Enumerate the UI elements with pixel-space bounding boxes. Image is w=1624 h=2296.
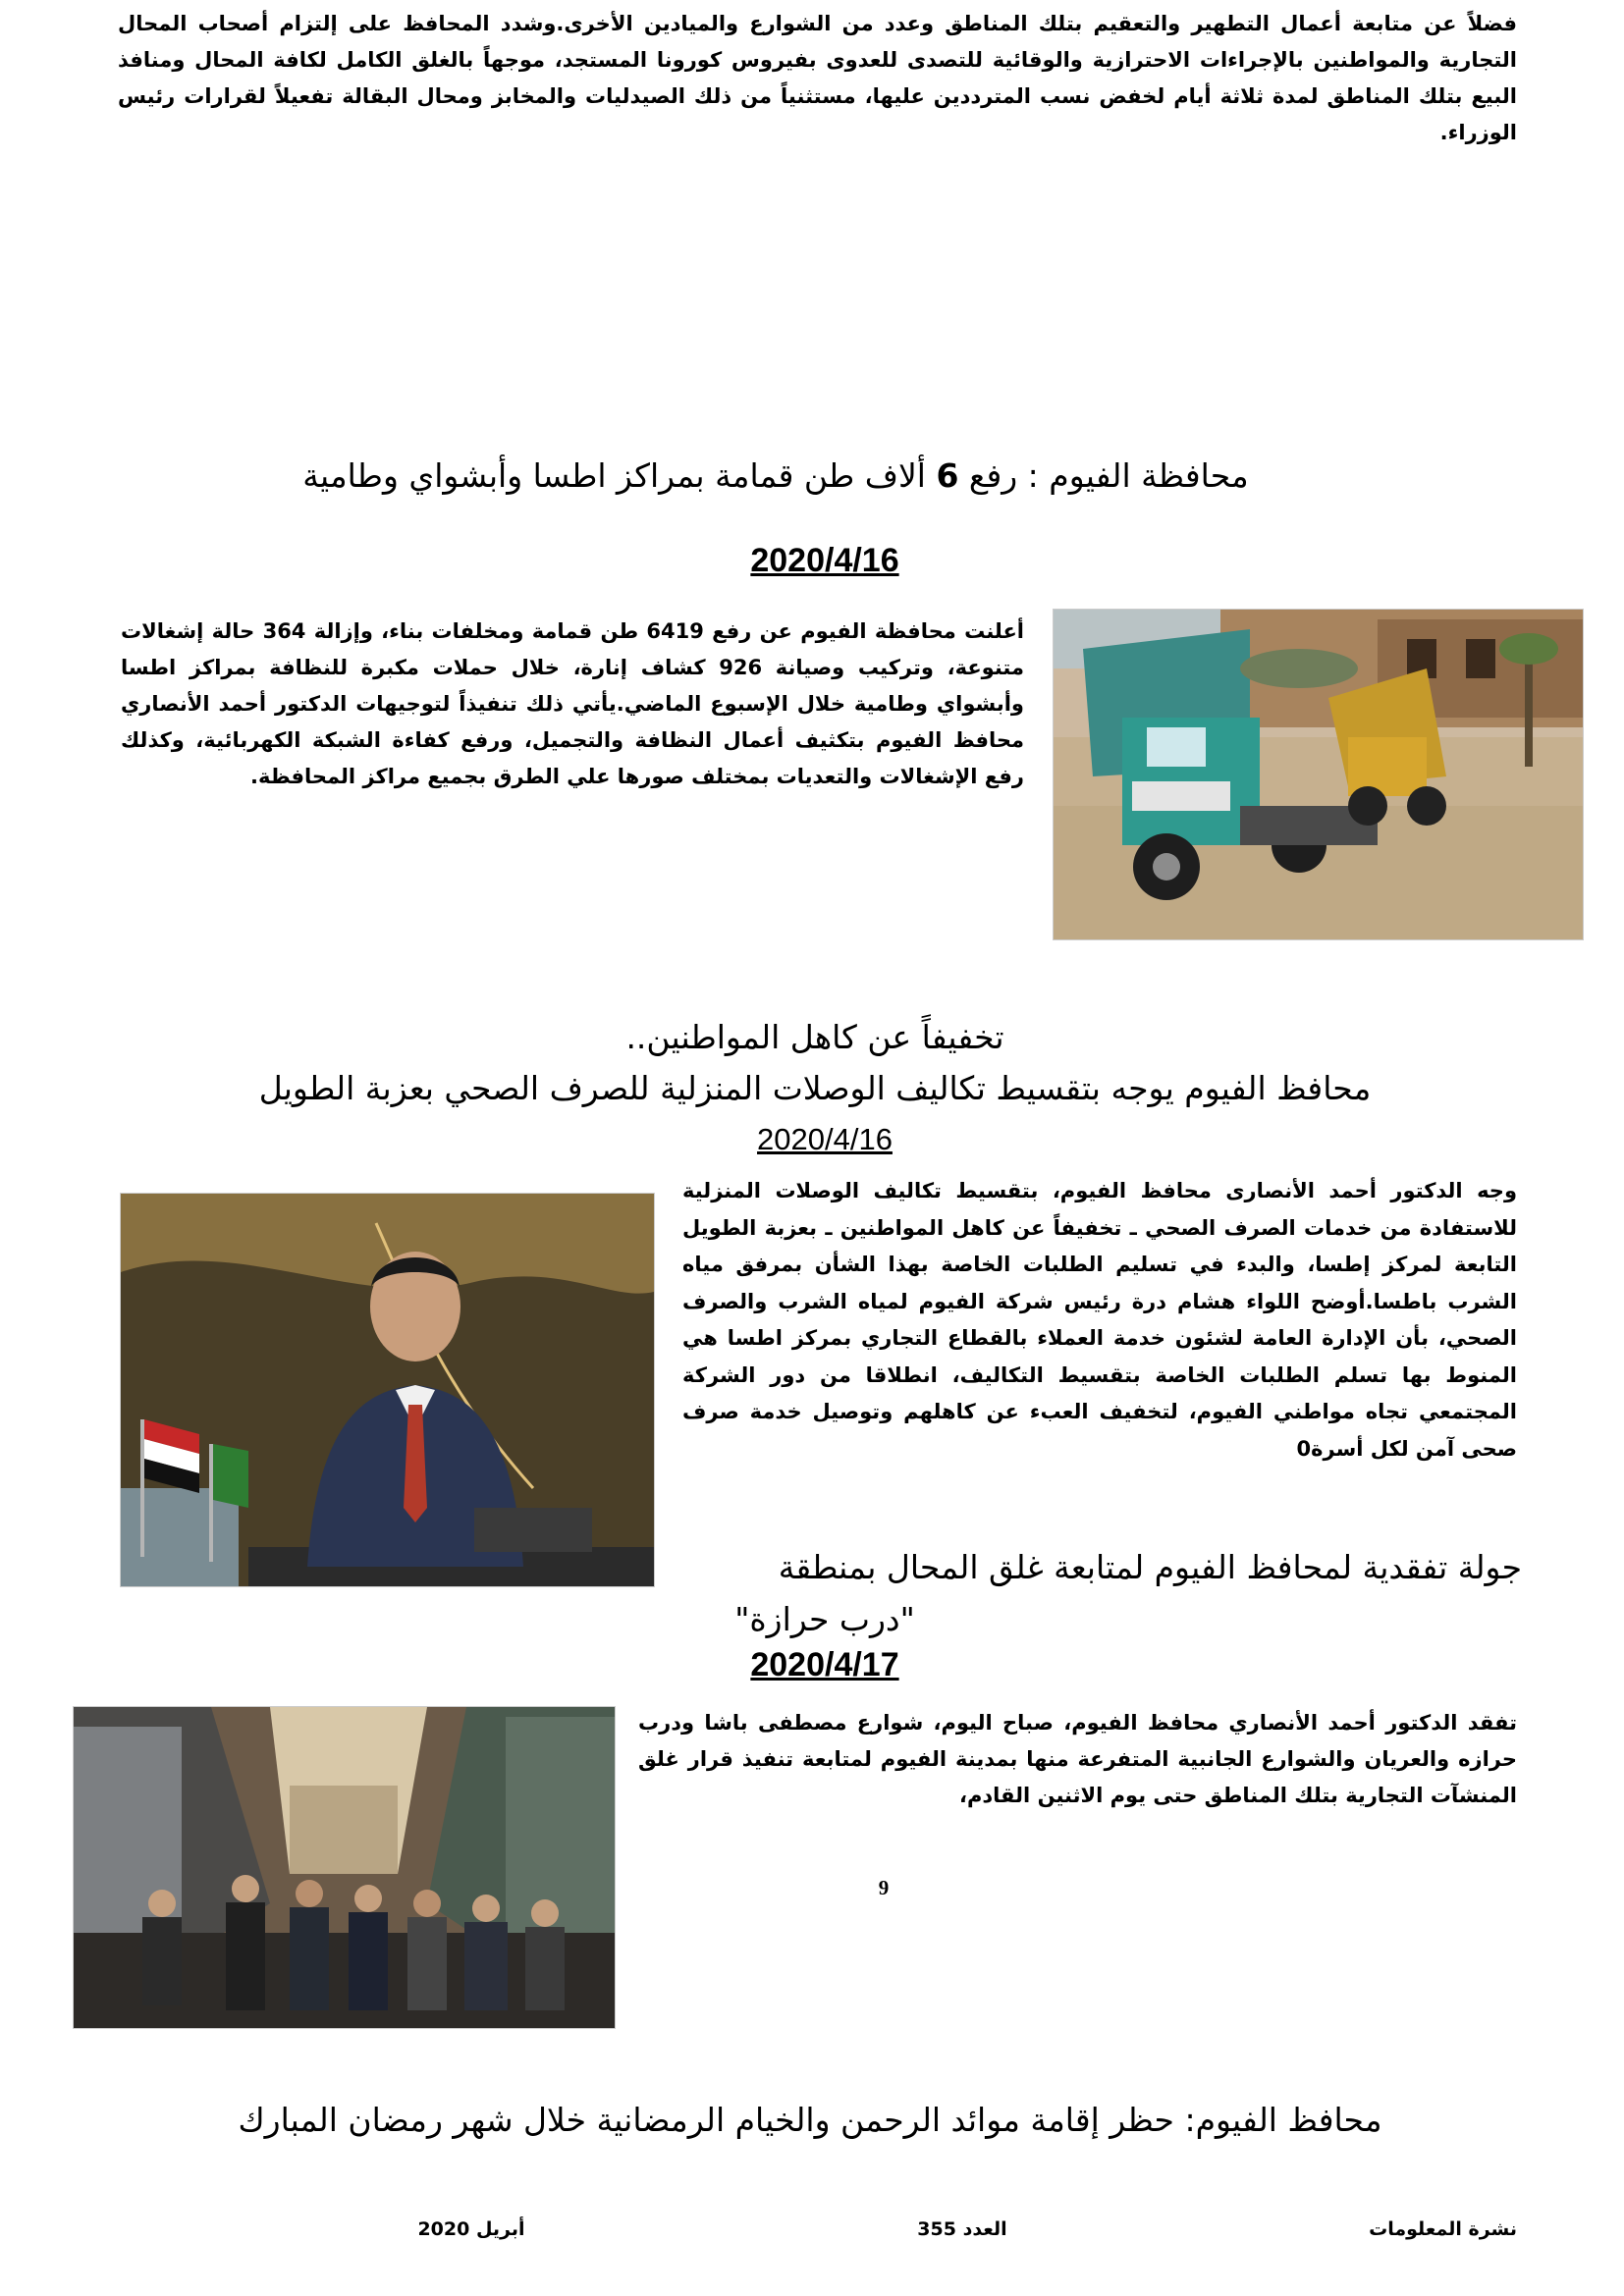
article1-title-before: محافظة الفيوم : رفع (958, 456, 1249, 495)
article3-title-line2: "درب حرازة" (734, 1600, 915, 1638)
street-tour-photo (73, 1706, 616, 2029)
governor-image (121, 1194, 654, 1586)
article1-title-after: ألاف طن قمامة بمراكز اطسا وأبشواي وطامية (302, 456, 937, 495)
article3-title-line1: جولة تفقدية لمحافظ الفيوم لمتابعة غلق المحال بمنطقة (778, 1548, 1522, 1586)
street-tour-image (74, 1707, 615, 2028)
footer-issue: العدد 355 (917, 2218, 1007, 2240)
garbage-truck-photo (1053, 609, 1584, 940)
page-number: 9 (878, 1876, 890, 1899)
article2-title-line2: محافظ الفيوم يوجه بتقسيط تكاليف الوصلات المنزلية للصرف الصحي بعزبة الطويل (258, 1069, 1372, 1107)
article2-date: 2020/4/16 (757, 1122, 893, 1156)
governor-office-photo (120, 1193, 655, 1587)
article2-title-line1: تخفيفاً عن كاهل المواطنين.. (625, 1018, 1004, 1056)
intro-paragraph: فضلاً عن متابعة أعمال التطهير والتعقيم بتلك المناطق وعدد من الشوارع والميادين الأخرى.وشدد المحافظ على إلتزام أصحاب المحال التجارية والمواطنين بالإجراءات الاحترازية والوقائية للتصدى للعدوى بفيروس كورونا المستجد، موجهاً بالغلق الكامل لكافة المحال ومنافذ البيع بتلك المناطق لمدة ثلاثة أيام لخفض نسب المترددين عليها، مستثنياً من ذلك الصيدليات والمخابز ومحال البقالة تفعيلاً لقرارات رئيس الوزراء. (118, 12, 1517, 144)
article3-body: تفقد الدكتور أحمد الأنصاري محافظ الفيوم، صباح اليوم، شوارع مصطفى باشا ودرب حرازه والعريان والشوارع الجانبية المتفرعة منها بمدينة الفيوم لمتابعة تنفيذ قرار غلق المنشآت التجارية بتلك المناطق حتى يوم الاثنين القادم، (638, 1711, 1517, 1807)
footer-publication: نشرة المعلومات (1369, 2218, 1517, 2240)
article1-body: أعلنت محافظة الفيوم عن رفع 6419 طن قمامة ومخلفات بناء، وإزالة 364 حالة إشغالات متنوعة، وتركيب وصيانة 926 كشاف إنارة، خلال حملات مكبرة للنظافة بمراكز اطسا وأبشواي وطامية خلال الإسبوع الماضي.يأتي ذلك تنفيذاً لتوجيهات الدكتور أحمد الأنصاري محافظ الفيوم بتكثيف أعمال النظافة والتجميل، ورفع كفاءة الشبكة الكهربائية، وكذلك رفع الإشغالات والتعديات بمختلف صورها علي الطرق بجميع مراكز المحافظة. (121, 619, 1025, 788)
footer-month: أبريل 2020 (417, 2218, 525, 2240)
article1-date: 2020/4/16 (750, 542, 899, 579)
article1-title-number: 6 (936, 456, 959, 495)
article4-title: محافظ الفيوم: حظر إقامة موائد الرحمن والخيام الرمضانية خلال شهر رمضان المبارك (238, 2101, 1382, 2139)
garbage-truck-image (1054, 610, 1583, 939)
article2-body: وجه الدكتور أحمد الأنصارى محافظ الفيوم، بتقسيط تكاليف الوصلات المنزلية للاستفادة من خدمات الصرف الصحي ـ تخفيفاً عن كاهل المواطنين ـ بعزبة الطويل التابعة لمركز إطسا، والبدء في تسليم الطلبات الخاصة بهذا الشأن بمرفق مياه الشرب باطسا.أوضح اللواء هشام درة رئيس شركة الفيوم لمياه الشرب والصرف الصحي، بأن الإدارة العامة لشئون خدمة العملاء بالقطاع التجاري بمركز اطسا هي المنوط بها تسلم الطلبات الخاصة بتقسيط التكاليف، انطلاقا من دور الشركة المجتمعي تجاه مواطني الفيوم، لتخفيف العبء عن كاهلهم وتوصيل خدمة صرف صحى آمن لكل أسرة0 (682, 1179, 1517, 1461)
article1-title (216, 454, 1335, 498)
article3-date: 2020/4/17 (750, 1646, 899, 1683)
